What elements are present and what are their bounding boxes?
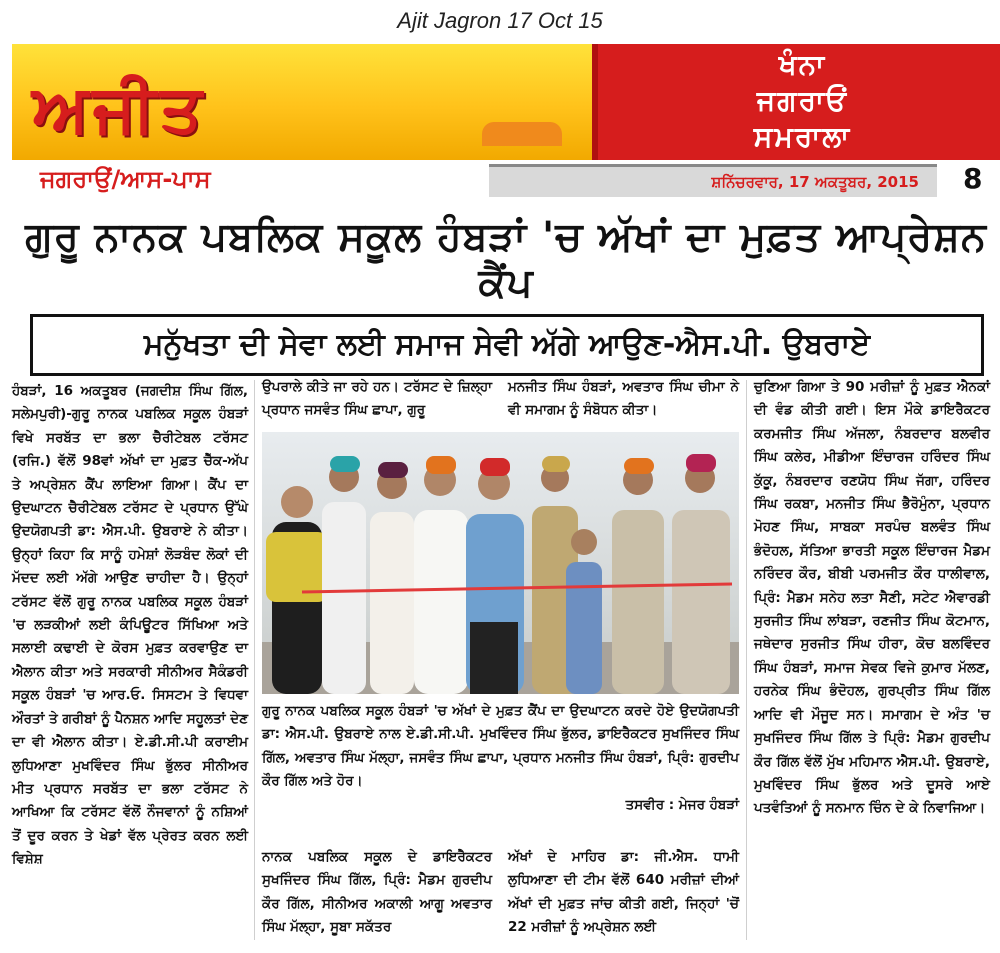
photo-caption	[262, 700, 739, 817]
photo-caption-text: ਗੁਰੂ ਨਾਨਕ ਪਬਲਿਕ ਸਕੂਲ ਹੰਬੜਾਂ 'ਚ ਅੱਖਾਂ ਦੇ ਮੁਫ਼ਤ ਕੈਂਪ ਦਾ ਉਦਘਾਟਨ ਕਰਦੇ ਹੋਏ ਉਦਯੋਗਪਤੀ ਡਾ: ਐਸ.ਪੀ. ਉਬਰਾਏ ਨਾਲ ਏ.ਡੀ.ਸੀ.ਪੀ. ਮੁਖਵਿੰਦਰ ਸਿੰਘ ਭੁੱਲਰ, ਡਾਇਰੈਕਟਰ ਸੁਖਜਿੰਦਰ ਸਿੰਘ ਗਿੱਲ, ਅਵਤਾਰ ਸਿੰਘ ਮੱਲ੍ਹਾ, ਜਸਵੰਤ ਸਿੰਘ ਛਾਪਾ, ਪ੍ਰਧਾਨ ਮਨਜੀਤ ਸਿੰਘ ਹੰਬੜਾਂ, ਪ੍ਰਿੰ: ਗੁਰਦੀਪ ਕੌਰ ਗਿੱਲ ਅਤੇ ਹੋਰ।	[262, 703, 739, 790]
section-title: ਜਗਰਾਉਂ/ਆਸ-ਪਾਸ	[40, 165, 211, 193]
edition-line-2: ਜਗਰਾਓਂ	[756, 84, 849, 117]
article-text: ਚੁਣਿਆ ਗਿਆ ਤੇ 90 ਮਰੀਜ਼ਾਂ ਨੂੰ ਮੁਫ਼ਤ ਐਨਕਾਂ ਦੀ ਵੰਡ ਕੀਤੀ ਗਈ। ਇਸ ਮੌਕੇ ਡਾਇਰੈਕਟਰ ਕਰਮਜੀਤ ਸਿੰਘ ਅੱਜਲਾ, ਨੰਬਰਦਾਰ ਬਲਵੀਰ ਸਿੰਘ ਕਲੇਰ, ਮੀਡੀਆ ਇੰਚਾਰਜ ਹਰਿੰਦਰ ਸਿੰਘ ਕੁੱਕੂ, ਨੰਬਰਦਾਰ ਰਣਯੋਧ ਸਿੰਘ ਜੱਗਾ, ਹਰਿੰਦਰ ਸਿੰਘ ਰਕਬਾ, ਮਨਜੀਤ ਸਿੰਘ ਭੈਰੋਮੁੰਨਾ, ਪ੍ਰਧਾਨ ਮੋਹਣ ਸਿੰਘ, ਸਾਬਕਾ ਸਰਪੰਚ ਬਲਵੰਤ ਸਿੰਘ ਭੰਦੋਹਲ, ਸੱਤਿਆ ਭਾਰਤੀ ਸਕੂਲ ਇੰਚਾਰਜ ਮੈਡਮ ਨਰਿੰਦਰ ਕੌਰ, ਬੀਬੀ ਪਰਮਜੀਤ ਕੌਰ ਧਾਲੀਵਾਲ, ਪ੍ਰਿੰ: ਮੈਡਮ ਸਨੇਹ ਲਤਾ ਸੈਣੀ, ਸਟੇਟ ਐਵਾਰਡੀ ਸੁਰਜੀਤ ਸਿੰਘ ਲਾਂਬੜਾ, ਰਣਜੀਤ ਸਿੰਘ ਕੋਟਮਾਨ, ਜਥੇਦਾਰ ਸੁਰਜੀਤ ਸਿੰਘ ਹੀਰਾ, ਕੋਚ ਬਲਵਿੰਦਰ ਸਿੰਘ ਹੰਬੜਾਂ, ਸਮਾਜ ਸੇਵਕ ਵਿਜੇ ਕੁਮਾਰ ਮੱਲਣ, ਹਰਨੇਕ ਸਿੰਘ ਭੰਦੋਹਲ, ਗੁਰਪ੍ਰੀਤ ਸਿੰਘ ਗਿੱਲ ਆਦਿ ਵੀ ਮੌਜੂਦ ਸਨ। ਸਮਾਗਮ ਦੇ ਅੰਤ 'ਚ ਸੁਖਜਿੰਦਰ ਸਿੰਘ ਗਿੱਲ ਤੇ ਪ੍ਰਿੰ: ਮੈਡਮ ਗੁਰਦੀਪ ਕੌਰ ਗਿੱਲ ਵੱਲੋਂ ਮੁੱਖ ਮਹਿਮਾਨ ਐਸ.ਪੀ. ਉਬਰਾਏ, ਮੁਖਵਿੰਦਰ ਸਿੰਘ ਭੁੱਲਰ ਅਤੇ ਦੂਸਰੇ ਆਏ ਪਤਵੰਤਿਆਂ ਨੂੰ ਸਨਮਾਨ ਚਿੰਨ ਦੇ ਕੇ ਨਿਵਾਜਿਆ।	[754, 379, 990, 817]
article-text: ਮਨਜੀਤ ਸਿੰਘ ਹੰਬੜਾਂ, ਅਵਤਾਰ ਸਿੰਘ ਚੀਮਾ ਨੇ ਵੀ ਸਮਾਗਮ ਨੂੰ ਸੰਬੋਧਨ ਕੀਤਾ।	[508, 379, 739, 419]
article-text: ਅੱਖਾਂ ਦੇ ਮਾਹਿਰ ਡਾ: ਜੀ.ਐਸ. ਧਾਮੀ ਲੁਧਿਆਣਾ ਦੀ ਟੀਮ ਵੱਲੋਂ 640 ਮਰੀਜ਼ਾਂ ਦੀਆਂ ਅੱਖਾਂ ਦੀ ਮੁਫ਼ਤ ਜਾਂਚ ਕੀਤੀ ਗਈ, ਜਿਨ੍ਹਾਂ 'ਚੋਂ 22 ਮਰੀਜ਼ਾਂ ਨੂੰ ਅਪ੍ਰੇਸ਼ਨ ਲਈ	[508, 849, 739, 936]
edition-line-1: ਖੰਨਾ	[778, 48, 827, 81]
edition-box	[592, 44, 1000, 160]
page-number: 8	[963, 162, 983, 195]
article-column-2-bottom	[262, 846, 492, 940]
edition-line-3: ਸਮਰਾਲਾ	[753, 120, 852, 153]
article-column-2-top	[262, 376, 492, 423]
article-text: ਉਪਰਾਲੇ ਕੀਤੇ ਜਾ ਰਹੇ ਹਨ। ਟਰੱਸਟ ਦੇ ਜ਼ਿਲ੍ਹਾ ਪ੍ਰਧਾਨ ਜਸਵੰਤ ਸਿੰਘ ਛਾਪਾ, ਗੁਰੂ	[262, 379, 492, 419]
article-text: ਹੰਬੜਾਂ, 16 ਅਕਤੂਬਰ (ਜਗਦੀਸ਼ ਸਿੰਘ ਗਿੱਲ, ਸਲੇਮਪੁਰੀ)-ਗੁਰੂ ਨਾਨਕ ਪਬਲਿਕ ਸਕੂਲ ਹੰਬੜਾਂ ਵਿਖੇ ਸਰਬੱਤ ਦਾ ਭਲਾ ਚੈਰੀਟੇਬਲ ਟਰੱਸਟ (ਰਜਿ.) ਵੱਲੋਂ 98ਵਾਂ ਅੱਖਾਂ ਦਾ ਮੁਫ਼ਤ ਚੈੱਕ-ਅੱਪ ਤੇ ਅਪ੍ਰੇਸ਼ਨ ਕੈਂਪ ਲਾਇਆ ਗਿਆ। ਕੈਂਪ ਦਾ ਉਦਘਾਟਨ ਚੈਰੀਟੇਬਲ ਟਰੱਸਟ ਦੇ ਪ੍ਰਧਾਨ ਉੱਘੇ ਉਦਯੋਗਪਤੀ ਡਾ: ਐਸ.ਪੀ. ਉਬਰਾਏ ਨੇ ਕੀਤਾ। ਉਨ੍ਹਾਂ ਕਿਹਾ ਕਿ ਸਾਨੂੰ ਹਮੇਸ਼ਾਂ ਲੋੜਬੰਦ ਲੋਕਾਂ ਦੀ ਮੱਦਦ ਲਈ ਅੱਗੇ ਆਉਣ ਚਾਹੀਦਾ ਹੈ। ਉਨ੍ਹਾਂ ਟਰੱਸਟ ਵੱਲੋਂ ਗੁਰੂ ਨਾਨਕ ਪਬਲਿਕ ਸਕੂਲ ਹੰਬੜਾਂ 'ਚ ਲੜਕੀਆਂ ਲਈ ਕੰਪਿਊਟਰ ਸਿੱਖਿਆ ਅਤੇ ਸਲਾਈ ਕਢਾਈ ਦੇ ਕੋਰਸ ਮੁਫ਼ਤ ਕਰਵਾਉਣ ਦਾ ਐਲਾਨ ਕੀਤਾ ਅਤੇ ਸਰਕਾਰੀ ਸੀਨੀਅਰ ਸੈਕੰਡਰੀ ਸਕੂਲ ਹੰਬੜਾਂ 'ਚ ਆਰ.ਓ. ਸਿਸਟਮ ਤੇ ਵਿਧਵਾ ਔਰਤਾਂ ਤੇ ਗਰੀਬਾਂ ਨੂੰ ਪੈਨਸ਼ਨ ਆਦਿ ਸਹੂਲਤਾਂ ਦੇਣ ਦਾ ਵੀ ਐਲਾਨ ਕੀਤਾ। ਏ.ਡੀ.ਸੀ.ਪੀ ਕਰਾਈਮ ਲੁਧਿਆਣਾ ਮੁਖਵਿੰਦਰ ਸਿੰਘ ਭੁੱਲਰ ਸੀਨੀਅਰ ਮੀਤ ਪ੍ਰਧਾਨ ਸਰਬੱਤ ਦਾ ਭਲਾ ਟਰੱਸਟ ਨੇ ਆਖਿਆ ਕਿ ਟਰੱਸਟ ਵੱਲੋਂ ਨੌਜਵਾਨਾਂ ਨੂੰ ਨਸ਼ਿਆਂ ਤੋਂ ਦੂਰ ਕਰਨ ਤੇ ਖੇਡਾਂ ਵੱਲ ਪ੍ਰੇਰਤ ਕਰਨ ਲਈ ਵਿਸ਼ੇਸ਼	[12, 383, 248, 868]
news-photo	[262, 432, 739, 694]
article-column-1	[12, 380, 248, 872]
headline: ਗੁਰੂ ਨਾਨਕ ਪਬਲਿਕ ਸਕੂਲ ਹੰਬੜਾਂ 'ਚ ਅੱਖਾਂ ਦਾ ਮੁਫ਼ਤ ਆਪ੍ਰੇਸ਼ਨ ਕੈਂਪ	[25, 214, 987, 306]
subheadline-box	[30, 314, 984, 376]
article-column-3-bottom	[508, 846, 739, 940]
date-box	[489, 164, 937, 197]
masthead	[12, 44, 997, 160]
article-text: ਨਾਨਕ ਪਬਲਿਕ ਸਕੂਲ ਦੇ ਡਾਇਰੈਕਟਰ ਸੁਖਜਿੰਦਰ ਸਿੰਘ ਗਿੱਲ, ਪ੍ਰਿੰ: ਮੈਡਮ ਗੁਰਦੀਪ ਕੌਰ ਗਿੱਲ, ਸੀਨੀਅਰ ਅਕਾਲੀ ਆਗੂ ਅਵਤਾਰ ਸਿੰਘ ਮੱਲ੍ਹਾ, ਸੂਬਾ ਸਕੱਤਰ	[262, 849, 492, 936]
clipping-label: Ajit Jagron 17 Oct 15	[397, 8, 603, 33]
issue-date: ਸ਼ਨਿੱਚਰਵਾਰ, 17 ਅਕਤੂਬਰ, 2015	[711, 173, 919, 191]
column-divider	[254, 380, 255, 940]
column-divider	[746, 380, 747, 940]
masthead-emblem-icon	[482, 122, 562, 146]
subheadline: ਮਨੁੱਖਤਾ ਦੀ ਸੇਵਾ ਲਈ ਸਮਾਜ ਸੇਵੀ ਅੱਗੇ ਆਉਣ-ਐਸ.ਪੀ. ਉਬਰਾਏ	[143, 327, 871, 362]
newspaper-logo: ਅਜੀਤ	[32, 70, 206, 147]
photo-credit: ਤਸਵੀਰ : ਮੇਜਰ ਹੰਬੜਾਂ	[625, 796, 739, 813]
photo-ribbon-cutting	[262, 432, 739, 694]
article-column-3-top	[508, 376, 739, 423]
article-column-4	[754, 376, 990, 821]
section-bar	[12, 160, 997, 198]
